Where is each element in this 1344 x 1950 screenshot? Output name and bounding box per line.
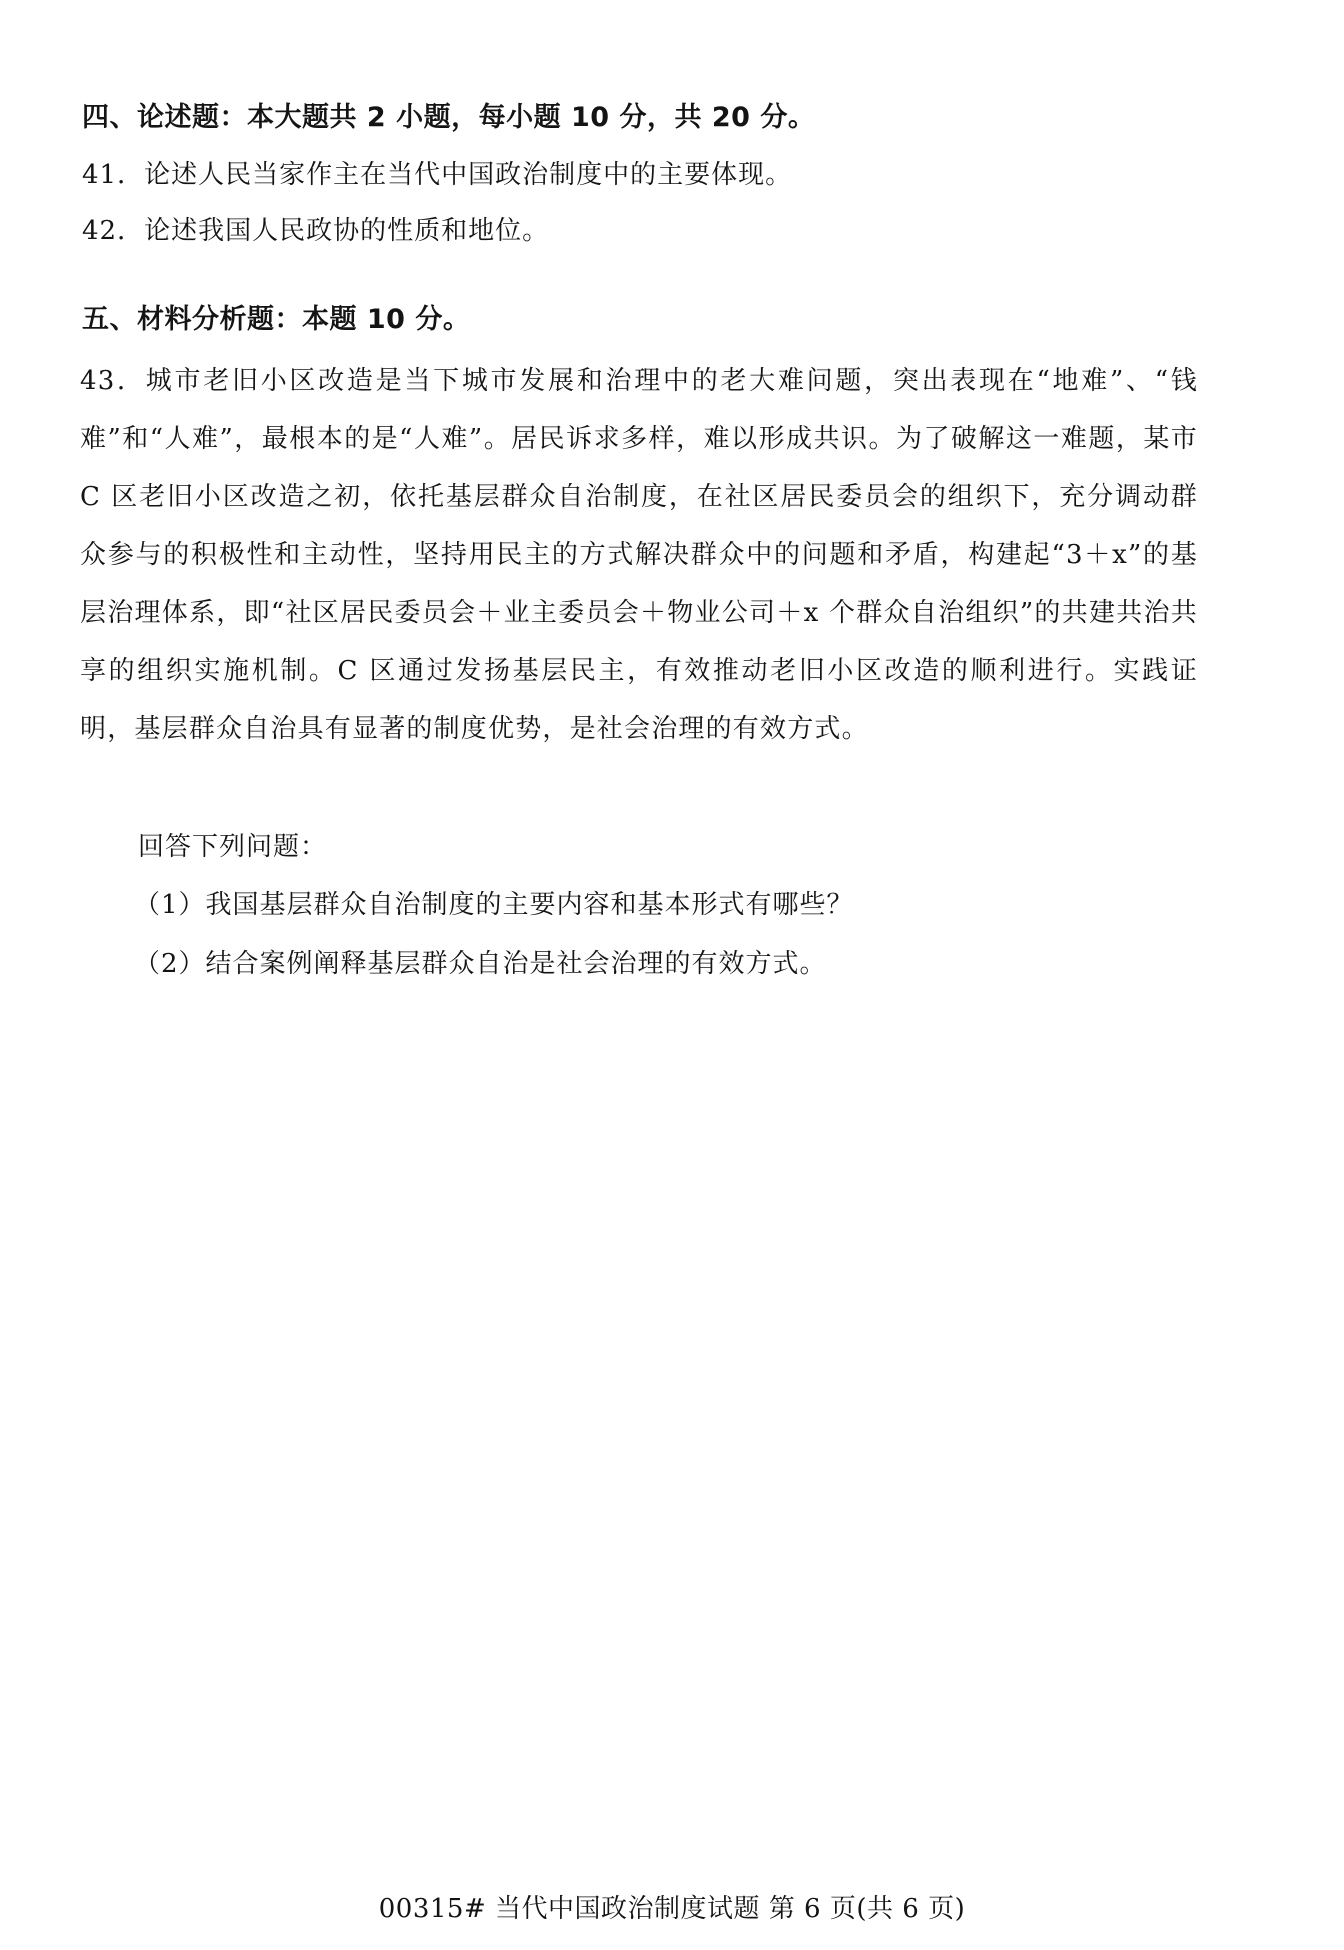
subquestion-1: （1）我国基层群众自治制度的主要内容和基本形式有哪些？ bbox=[134, 890, 854, 920]
answer-prompt: 回答下列问题： bbox=[138, 832, 328, 862]
question-42: 42．论述我国人民政协的性质和地位。 bbox=[82, 216, 550, 246]
question-41: 41．论述人民当家作主在当代中国政治制度中的主要体现。 bbox=[82, 160, 793, 190]
subquestion-2: （2）结合案例阐释基层群众自治是社会治理的有效方式。 bbox=[134, 949, 827, 979]
section-5-title: 五、材料分析题：本题 10 分。 bbox=[82, 304, 471, 335]
question-43-material: 43．城市老旧小区改造是当下城市发展和治理中的老大难问题，突出表现在“地难”、“钱难”和“人难”，最根本的是“人难”。居民诉求多样，难以形成共识。为了破解这一难题，某市 C 区老旧小区改造之初，依托基层群众自治制度，在社区居民委员会的组织下，充分调动群众参与的积极性和主动性，坚持用民主的方式解决群众中的问题和矛盾，构建起“3＋x”的基层治理体系，即“社区居民委员会＋业主委员会＋物业公司＋x 个群众自治组织”的共建共治共享的组织实施机制。C 区通过发扬基层民主，有效推动老旧小区改造的顺利进行。实践证明，基层群众自治具有显著的制度优势，是社会治理的有效方式。 bbox=[80, 366, 1198, 744]
page-footer: 00315# 当代中国政治制度试题 第 6 页(共 6 页) bbox=[378, 1894, 966, 1924]
section-4-title: 四、论述题：本大题共 2 小题，每小题 10 分，共 20 分。 bbox=[82, 102, 816, 133]
